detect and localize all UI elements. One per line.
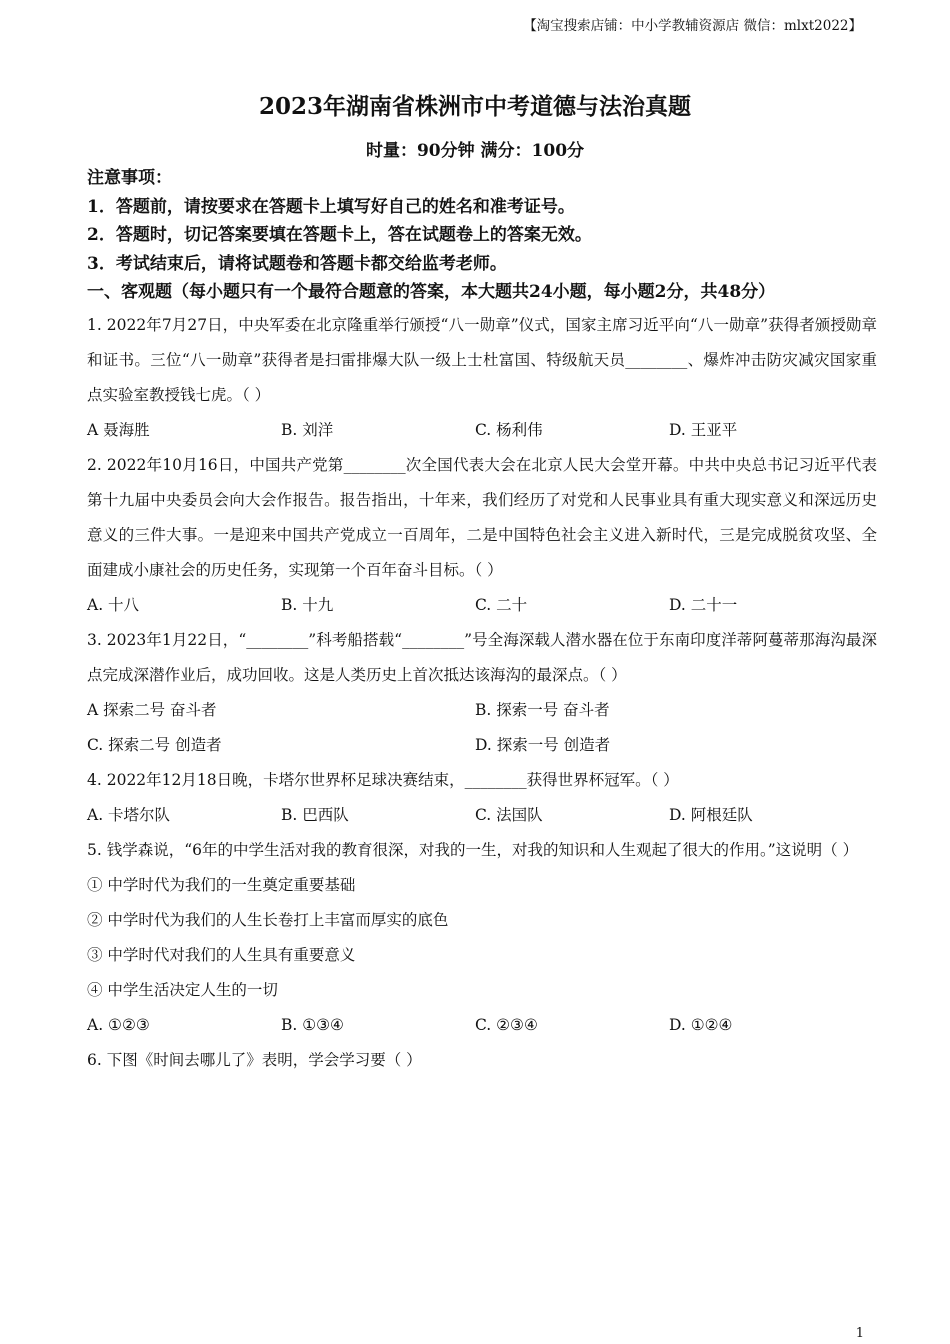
statement: ④ 中学生活决定人生的一切 [87, 981, 278, 999]
option-b: B. ①③④ [281, 1016, 344, 1034]
question-5-stem: 5. 钱学森说，“6年的中学生活对我的教育很深，对我的一生，对我的知识和人生观起了很大的作用。”这说明（ ） [87, 841, 859, 859]
question-5-options [87, 1008, 877, 1043]
question-2-options [87, 588, 877, 623]
notice-item: 2．答题时，切记答案要填在答题卡上，答在试题卷上的答案无效。 [87, 225, 592, 245]
exam-time-score: 时量：90分钟 满分：100分 [365, 141, 585, 161]
option-d: D. ①②④ [669, 1016, 733, 1034]
page-title: 2023年湖南省株洲市中考道德与法治真题 [258, 93, 691, 120]
question-1-stem: 1. 2022年7月27日，中央军委在北京隆重举行颁授“八一勋章”仪式，国家主席习近平向“八一勋章”获得者颁授勋章和证书。三位“八一勋章”获得者是扫雷排爆大队一级上士杜富国、特级航天员________、爆炸冲击防灾减灾国家重点实验室教授钱七虎。（ ） [87, 316, 877, 404]
option-c: C. ②③④ [475, 1016, 538, 1034]
option-b: B. 探索一号 奋斗者 [475, 701, 610, 719]
notice-item: 3．考试结束后，请将试题卷和答题卡都交给监考老师。 [87, 253, 507, 274]
option-c: C. 法国队 [475, 806, 543, 824]
question-4-stem: 4. 2022年12月18日晚，卡塔尔世界杯足球决赛结束，________获得世界杯冠军。（ ） [87, 771, 679, 789]
question-4-options [87, 798, 877, 833]
question-6-stem: 6. 下图《时间去哪儿了》表明，学会学习要（ ） [87, 1051, 422, 1069]
section-title: 一、客观题（每小题只有一个最符合题意的答案，本大题共24小题，每小题2分，共48分） [87, 282, 776, 302]
notice-heading: 注意事项： [87, 168, 172, 188]
question-3-stem: 3. 2023年1月22日，“________”科考船搭载“________”号全海深载人潜水器在位于东南印度洋蒂阿蔓蒂那海沟最深点完成深潜作业后，成功回收。这是人类历史上首次抵达该海沟的最深点。（ ） [87, 631, 877, 684]
option-a: A. 卡塔尔队 [87, 806, 171, 824]
option-b: B. 十九 [281, 596, 334, 614]
statement: ② 中学时代为我们的人生长卷打上丰富而厚实的底色 [87, 911, 449, 929]
exam-content [87, 164, 877, 1078]
statement: ③ 中学时代对我们的人生具有重要意义 [87, 946, 356, 964]
option-d: D. 探索一号 创造者 [475, 736, 611, 754]
option-c: C. 杨利伟 [475, 421, 543, 439]
option-c: C. 二十 [475, 596, 528, 614]
header-note: 【淘宝搜索店铺：中小学教辅资源店 微信：mlxt2022】 [523, 18, 862, 34]
option-d: D. 二十一 [669, 596, 738, 614]
question-3-options-row-1 [87, 693, 877, 728]
option-d: D. 王亚平 [669, 421, 738, 439]
question-2-stem: 2. 2022年10月16日，中国共产党第________次全国代表大会在北京人民大会堂开幕。中共中央总书记习近平代表第十九届中央委员会向大会作报告。报告指出，十年来，我们经历了对党和人民事业具有重大现实意义和深远历史意义的三件大事。一是迎来中国共产党成立一百周年，二是中国特色社会主义进入新时代，三是完成脱贫攻坚、全面建成小康社会的历史任务，实现第一个百年奋斗目标。（ ） [87, 456, 877, 579]
option-d: D. 阿根廷队 [669, 806, 753, 824]
statement: ① 中学时代为我们的一生奠定重要基础 [87, 876, 356, 894]
option-a: A. 十八 [87, 596, 140, 614]
question-1-options [87, 413, 877, 448]
option-a: A 聂海胜 [87, 421, 150, 439]
notice-item: 1．答题前，请按要求在答题卡上填写好自己的姓名和准考证号。 [87, 196, 575, 217]
option-a: A. ①②③ [87, 1016, 150, 1034]
option-a: A 探索二号 奋斗者 [87, 701, 217, 719]
option-b: B. 巴西队 [281, 806, 349, 824]
page-number: 1 [855, 1326, 864, 1341]
option-c: C. 探索二号 创造者 [87, 736, 222, 754]
option-b: B. 刘洋 [281, 421, 334, 439]
question-3-options-row-2 [87, 728, 877, 763]
